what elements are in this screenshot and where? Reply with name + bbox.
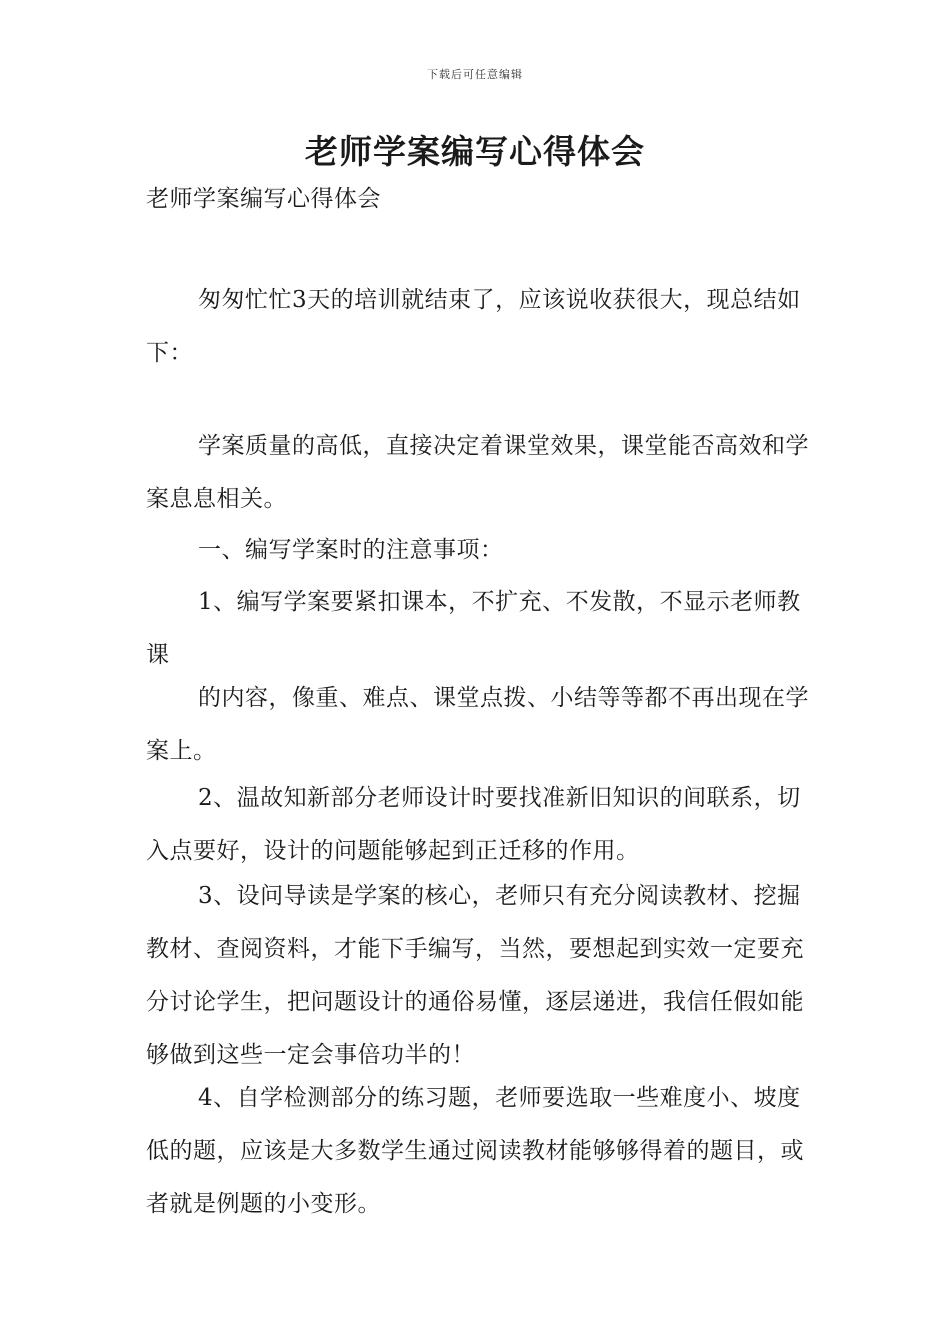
document-subtitle: 老师学案编写心得体会	[146, 186, 381, 212]
header-note: 下载后可任意编辑	[427, 68, 523, 81]
paragraph-item-3: 3、设问导读是学案的核心，老师只有充分阅读教材、挖掘教材、查阅资料，才能下手编写，当然，要想起到实效一定要充分讨论学生，把问题设计的通俗易懂，逐层递进，我信任假如能够做到这些一定会事倍功半的！	[146, 883, 804, 1068]
paragraph-item-2: 2、温故知新部分老师设计时要找准新旧知识的间联系，切入点要好，设计的问题能够起到正迁移的作用。	[146, 785, 801, 864]
paragraph-item-4: 4、自学检测部分的练习题，老师要选取一些难度小、坡度低的题，应该是大多数学生通过阅读教材能够够得着的题目，或者就是例题的小变形。	[146, 1085, 804, 1217]
paragraph-quality: 学案质量的高低，直接决定着课堂效果，课堂能否高效和学案息息相关。	[146, 433, 809, 512]
document-title: 老师学案编写心得体会	[305, 132, 645, 171]
paragraph-item-1-continued: 的内容，像重、难点、课堂点拨、小结等等都不再出现在学案上。	[146, 685, 809, 764]
paragraph-intro: 匆匆忙忙3天的培训就结束了，应该说收获很大，现总结如下：	[146, 287, 801, 366]
section-heading-notes: 一、编写学案时的注意事项：	[198, 537, 504, 563]
paragraph-item-1: 1、编写学案要紧扣课本，不扩充、不发散，不显示老师教课	[146, 589, 801, 668]
